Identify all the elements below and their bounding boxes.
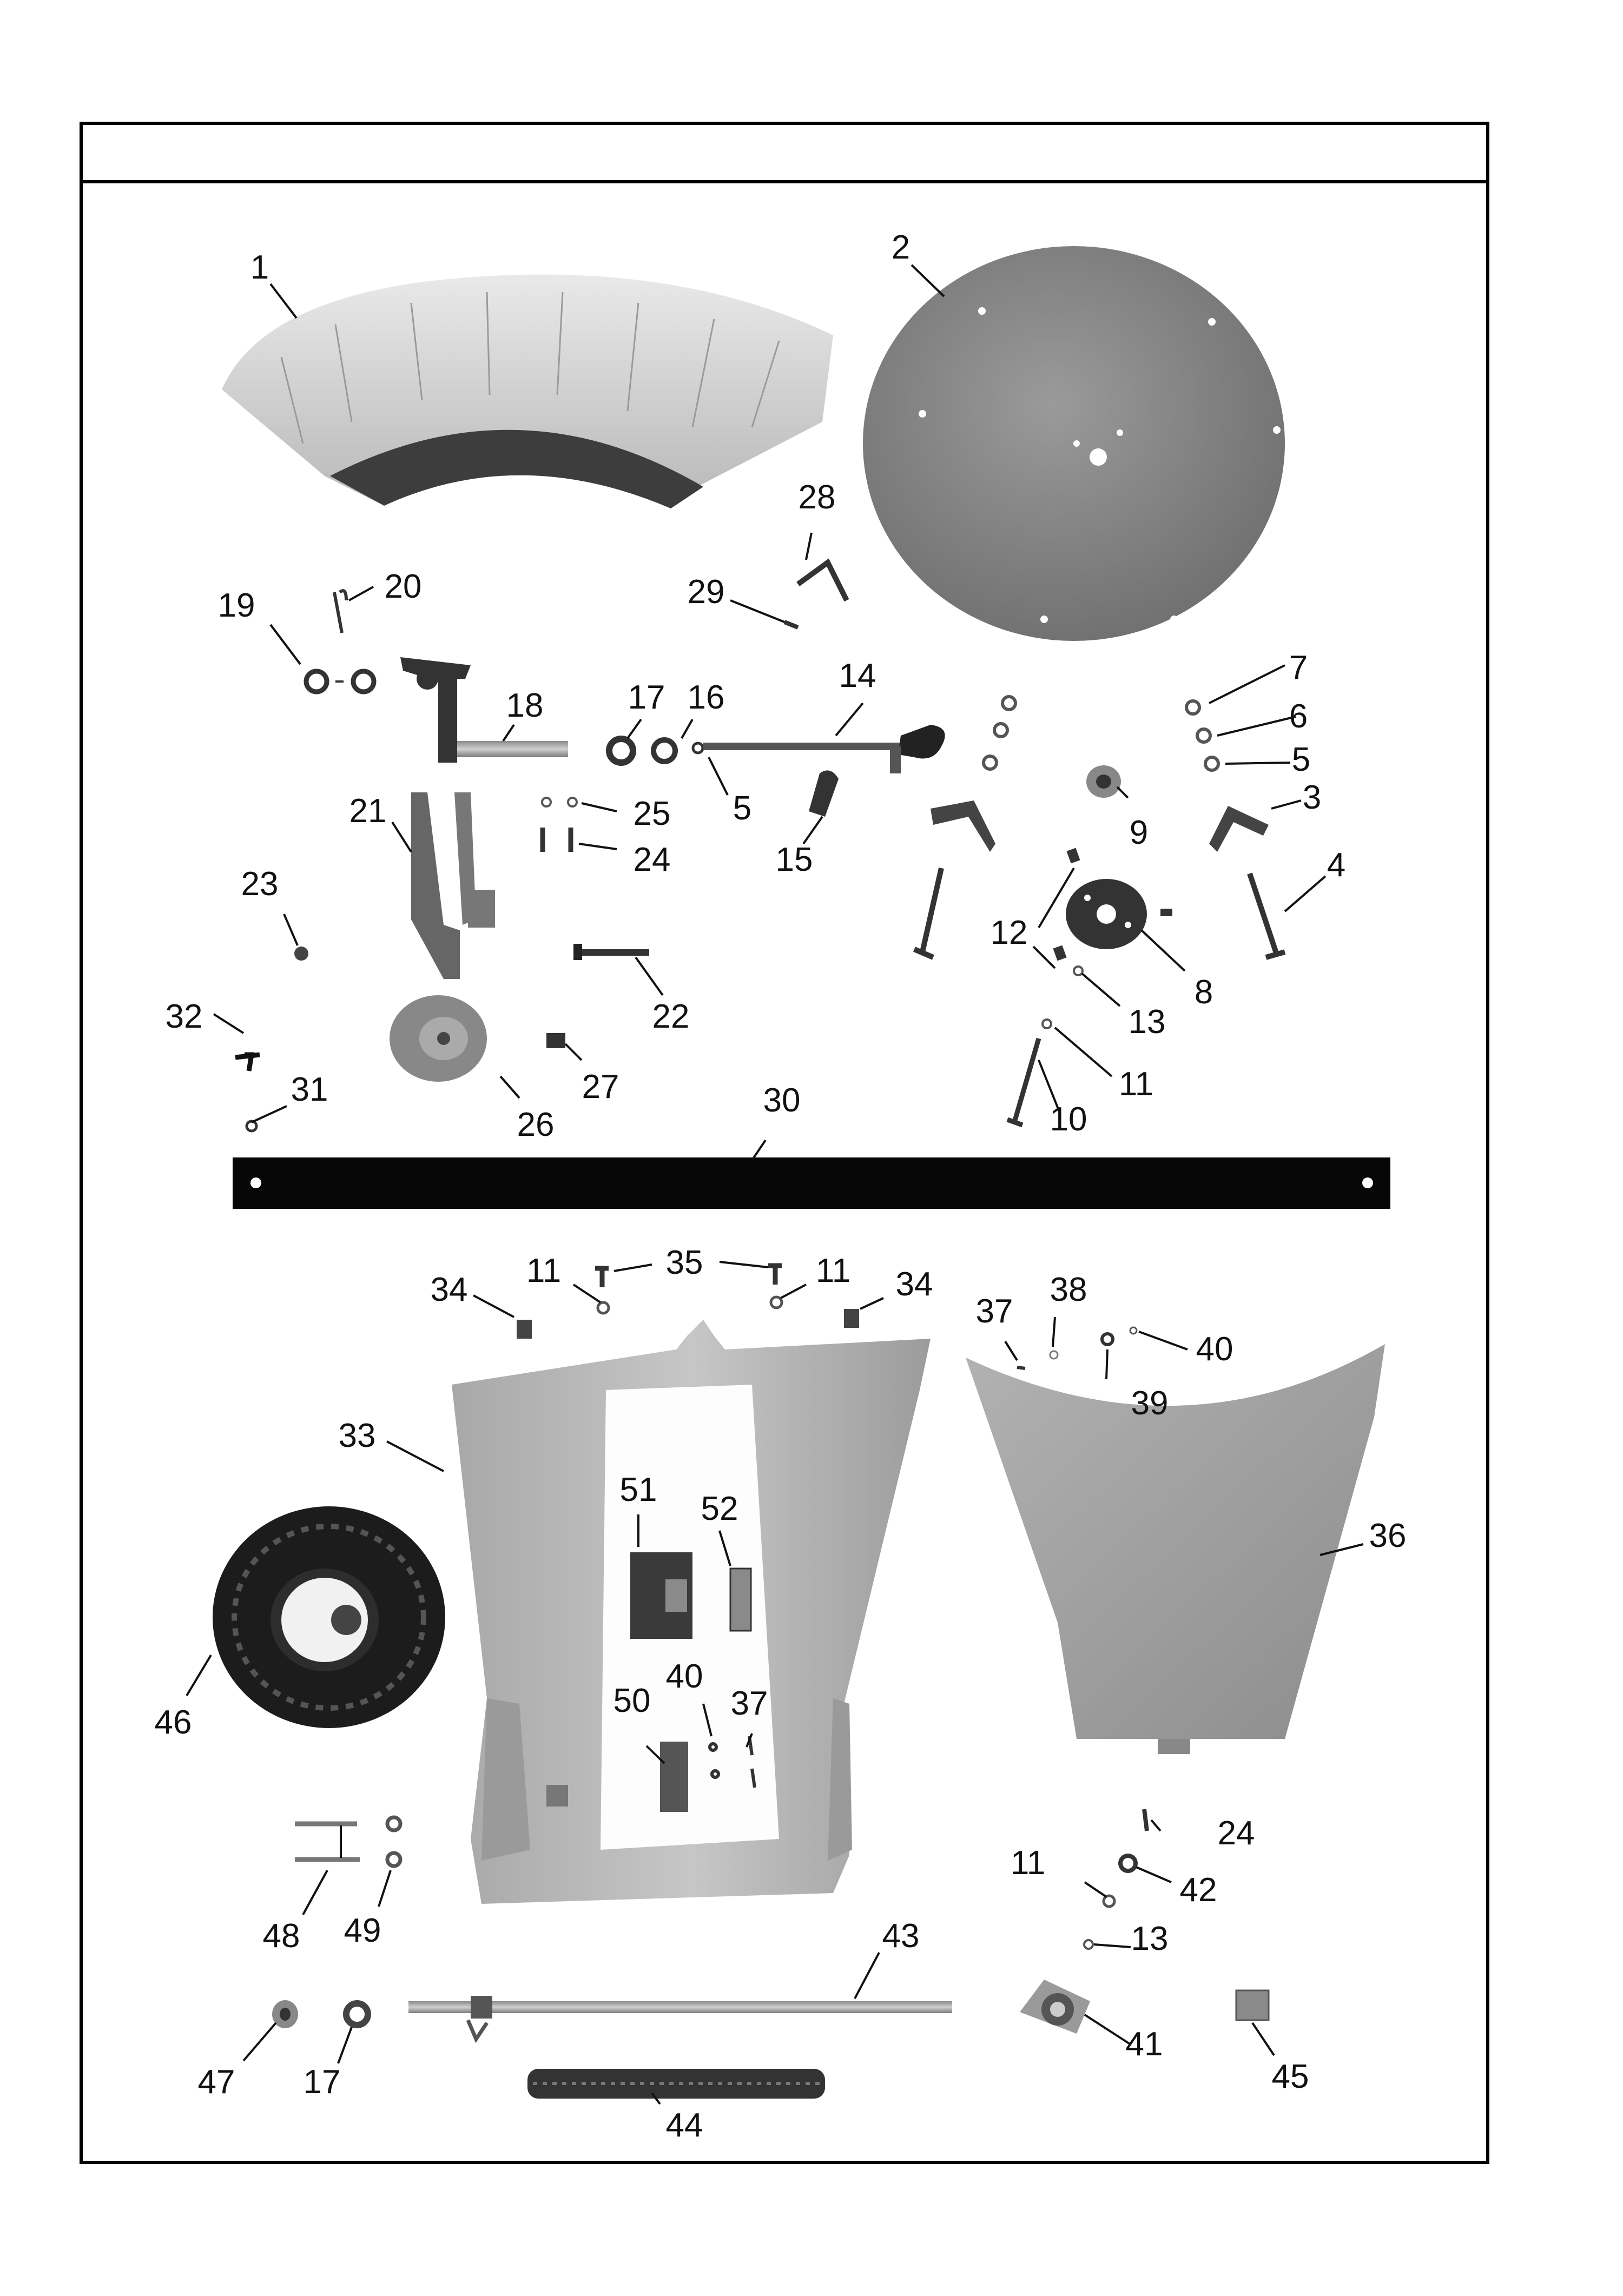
label-34a: 34 (430, 1271, 468, 1308)
part-nut-23 (294, 947, 308, 961)
part-washer-49a (387, 1817, 400, 1830)
part-small-wheel (390, 995, 487, 1082)
part-washers-19 (306, 671, 374, 692)
part-washer-13 (1074, 967, 1083, 975)
label-22: 22 (652, 998, 690, 1035)
label-51: 51 (619, 1471, 657, 1508)
label-10: 10 (1050, 1101, 1087, 1138)
label-17b: 17 (303, 2063, 341, 2101)
label-42: 42 (1179, 1871, 1217, 1909)
part-brush (222, 275, 833, 509)
part-plate-51 (630, 1552, 692, 1639)
part-bolt-left (914, 868, 941, 957)
part-drive-shaft (408, 1996, 952, 2039)
part-spreader-disk (863, 246, 1285, 641)
part-agitator-shaft (703, 725, 945, 773)
label-2: 2 (891, 229, 911, 266)
part-washer-11a (1043, 1020, 1051, 1028)
part-pin-37 (1017, 1367, 1025, 1368)
part-small-pin (784, 622, 798, 627)
label-17a: 17 (628, 679, 665, 716)
label-5b: 5 (1291, 741, 1311, 778)
label-29: 29 (687, 573, 725, 611)
label-12a: 12 (990, 914, 1028, 951)
label-13b: 13 (1131, 1920, 1169, 1957)
label-40b: 40 (665, 1658, 703, 1695)
part-washer-42 (1120, 1856, 1136, 1871)
label-39: 39 (1131, 1385, 1169, 1422)
part-bushing (546, 1033, 565, 1048)
label-36: 36 (1369, 1517, 1407, 1554)
label-6: 6 (1289, 698, 1308, 735)
part-bushing-34a (517, 1320, 532, 1339)
part-washer-11c (771, 1297, 782, 1308)
part-washer-16 (654, 740, 675, 762)
part-key-right (1160, 909, 1172, 916)
label-8: 8 (1194, 974, 1213, 1011)
part-bolts-24 (543, 828, 571, 852)
part-flange-bearing (1020, 1980, 1090, 2034)
label-3: 3 (1302, 779, 1322, 816)
label-48: 48 (262, 1917, 300, 1955)
label-26: 26 (517, 1106, 555, 1143)
label-4: 4 (1327, 846, 1346, 884)
label-31: 31 (291, 1071, 328, 1108)
label-41: 41 (1125, 2026, 1163, 2063)
part-bearing (1086, 765, 1121, 798)
part-washers-25 (542, 798, 577, 806)
part-bolts-48 (295, 1824, 360, 1860)
label-21: 21 (349, 792, 387, 830)
part-washer-49b (387, 1853, 400, 1866)
part-bolt-right (1250, 874, 1285, 957)
label-43: 43 (882, 1917, 920, 1955)
label-37b: 37 (730, 1685, 768, 1722)
label-34b: 34 (895, 1266, 933, 1303)
label-44: 44 (665, 2107, 703, 2144)
label-11b: 11 (526, 1252, 562, 1289)
label-11d: 11 (1010, 1844, 1046, 1882)
label-9: 9 (1129, 814, 1149, 851)
label-1: 1 (250, 249, 269, 286)
label-47: 47 (197, 2063, 235, 2101)
label-14: 14 (839, 657, 876, 694)
part-bracket-right (1209, 806, 1269, 852)
part-spring-cover (527, 2069, 825, 2099)
label-37a: 37 (975, 1293, 1013, 1330)
part-washer-31 (247, 1121, 256, 1131)
label-30: 30 (763, 1082, 801, 1119)
label-28: 28 (798, 479, 836, 516)
label-15: 15 (775, 841, 813, 878)
part-pin-32 (235, 1055, 260, 1071)
part-bracket-left (931, 800, 995, 852)
part-washer-39 (1102, 1334, 1113, 1345)
part-wheel-bracket (411, 792, 495, 979)
part-key-12a (1066, 848, 1080, 864)
part-washer-17b (346, 2003, 368, 2025)
part-key-12b (1053, 945, 1066, 961)
part-wheel-tyre (213, 1506, 445, 1728)
label-13a: 13 (1128, 1003, 1166, 1041)
part-washers-right (1186, 701, 1218, 770)
label-32: 32 (165, 998, 203, 1035)
part-bolt-24b (1144, 1809, 1147, 1831)
part-bolt-10 (1007, 1038, 1039, 1125)
part-washer-38 (1050, 1351, 1058, 1359)
label-52: 52 (701, 1490, 738, 1527)
label-45: 45 (1271, 2058, 1309, 2095)
label-46: 46 (154, 1704, 192, 1741)
part-washer-set (984, 697, 1015, 769)
label-38: 38 (1050, 1271, 1087, 1308)
part-plate-52 (730, 1569, 751, 1631)
label-24b: 24 (1217, 1815, 1255, 1852)
part-washer-17 (609, 739, 633, 763)
label-25: 25 (633, 795, 671, 832)
part-link (809, 770, 839, 817)
label-23: 23 (241, 865, 279, 903)
part-sleeve (1236, 1990, 1269, 2020)
label-19: 19 (217, 587, 255, 624)
label-27: 27 (582, 1068, 619, 1106)
part-bushing-34b (844, 1309, 859, 1328)
label-50: 50 (613, 1682, 651, 1719)
part-axle-bolt (573, 944, 649, 960)
part-plate-50 (660, 1742, 688, 1812)
label-40a: 40 (1196, 1331, 1233, 1368)
label-35: 35 (665, 1244, 703, 1281)
label-11a: 11 (1118, 1066, 1154, 1103)
part-bent-pin (798, 563, 847, 600)
part-washer-5a (693, 743, 703, 753)
label-11c: 11 (815, 1252, 851, 1289)
part-washer-40 (1130, 1327, 1137, 1334)
part-flat-bar (233, 1157, 1390, 1209)
label-7: 7 (1289, 649, 1308, 686)
label-24a: 24 (633, 841, 671, 878)
part-cotter-pin (334, 591, 346, 633)
part-washer-13b (1084, 1940, 1093, 1949)
label-18: 18 (506, 687, 544, 724)
label-33: 33 (338, 1417, 376, 1454)
label-5a: 5 (733, 790, 752, 827)
part-hub (1066, 879, 1147, 949)
part-deflector-shield (966, 1344, 1385, 1754)
label-20: 20 (384, 568, 422, 605)
part-washer-11b (598, 1302, 609, 1313)
label-16: 16 (687, 679, 725, 716)
label-49: 49 (344, 1912, 381, 1949)
